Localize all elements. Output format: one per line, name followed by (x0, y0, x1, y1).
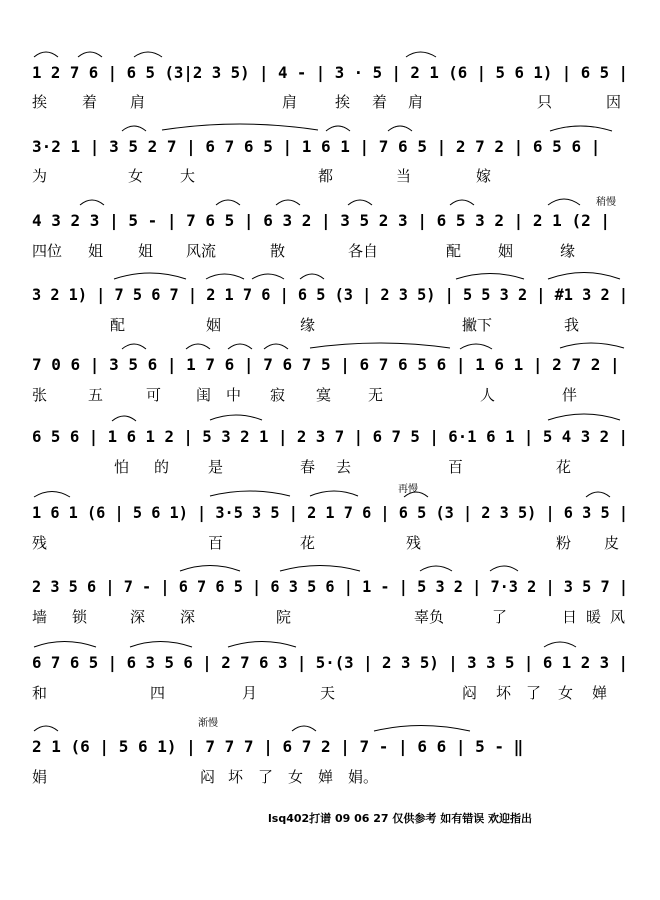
lyric-row-5-9: 人 (480, 386, 496, 404)
lyric-row-8-8: 日 (562, 608, 578, 626)
slur (78, 52, 102, 57)
melody-row-7: 1 6 1 (6 | 5 6 1) | 3·5 3 5 | 2 1 7 6 | 6 5 (3 | 2 3 5) | 6 3 5 | (32, 503, 659, 522)
score-row-6 (32, 414, 639, 476)
lyric-row-7-5: 粉 (556, 534, 572, 552)
lyric-row-10-2: 闷 (200, 768, 216, 786)
lyric-row-9-8: 女 (558, 684, 574, 702)
score-row-7 (32, 482, 659, 552)
lyric-row-9-7: 了 (526, 684, 542, 702)
slur (112, 416, 136, 421)
slur (210, 491, 290, 496)
lyric-row-5-1: 张 (32, 386, 48, 404)
lyric-row-8-4: 深 (180, 608, 196, 626)
lyric-row-9-4: 天 (320, 684, 336, 702)
lyric-row-9-6: 坏 (496, 684, 512, 702)
lyric-row-3-7: 配 (446, 242, 462, 260)
lyric-row-7-3: 花 (300, 534, 316, 552)
slur (300, 274, 324, 279)
melody-row-8: 2 3 5 6 | 7 - | 6 7 6 5 | 6 3 5 6 | 1 - | 5 3 2 | 7·3 2 | 3 5 7 | (32, 577, 659, 596)
slur (134, 52, 162, 57)
slur (114, 273, 186, 279)
footer-credit: lsq402打谱 09 06 27 仅供参考 如有错误 欢迎指出 (268, 812, 533, 825)
slur (586, 492, 610, 497)
lyric-row-2-6: 当 (396, 167, 412, 185)
lyric-row-8-9: 暖 (586, 608, 602, 626)
lyric-row-5-7: 寞 (316, 386, 332, 404)
lyric-row-9-2: 四 (150, 684, 166, 702)
lyric-row-10-5: 女 (288, 768, 304, 786)
slur (310, 343, 450, 348)
lyric-row-7-6: 皮 (604, 534, 620, 552)
slur (374, 726, 470, 732)
lyric-row-7-1: 残 (32, 534, 48, 552)
lyric-row-8-6: 辜负 (414, 608, 445, 626)
lyric-row-8-10: 风 (610, 608, 626, 626)
slur (130, 642, 192, 648)
lyric-row-5-2: 五 (88, 386, 104, 404)
lyric-row-5-5: 中 (226, 386, 242, 404)
slur (406, 52, 436, 57)
lyric-row-3-9: 缘 (560, 242, 576, 260)
lyric-row-7-2: 百 (208, 534, 224, 552)
lyric-row-1-8: 肩 (408, 93, 424, 111)
lyric-row-5-10: 伴 (562, 386, 578, 404)
lyric-row-1-5: 肩 (282, 93, 298, 111)
slur (80, 200, 104, 205)
lyric-row-3-1: 四位 (32, 242, 63, 260)
lyric-row-4-1: 配 (110, 316, 126, 334)
slur (548, 273, 620, 280)
slur (456, 274, 524, 280)
score-row-1 (32, 52, 639, 111)
slur (122, 344, 146, 349)
lyric-row-1-10: 只 (537, 93, 553, 111)
score-row-3 (32, 195, 616, 260)
melody-row-5: 7 0 6 | 3 5 6 | 1 7 6 | 7 6 7 5 | 6 7 6 5 6 | 1 6 1 | 2 7 2 | (32, 355, 620, 374)
melody-row-2: 3·2 1 | 3 5 2 7 | 6 7 6 5 | 1 6 1 | 7 6 5 | 2 7 2 | 6 5 6 | (32, 137, 601, 156)
slur (252, 274, 284, 279)
slur (310, 491, 358, 496)
slur (34, 492, 70, 498)
lyric-row-10-1: 娟 (32, 768, 48, 786)
lyric-row-1-3: 肩 (130, 93, 146, 111)
slur (280, 566, 360, 572)
lyric-row-10-7: 娟。 (348, 768, 379, 786)
slur (326, 126, 350, 131)
lyric-row-7-4: 残 (406, 534, 422, 552)
slur (206, 274, 244, 279)
lyric-row-5-4: 闺 (196, 386, 212, 404)
lyric-row-4-2: 姻 (206, 316, 222, 334)
score-row-9 (32, 642, 639, 703)
slur (228, 642, 296, 648)
lyric-row-1-11: 因 (606, 93, 622, 111)
lyric-row-9-3: 月 (242, 684, 258, 702)
slur (180, 566, 240, 572)
lyric-row-6-4: 春 (300, 458, 316, 476)
score-row-2 (32, 124, 612, 185)
slur (276, 200, 300, 205)
lyric-row-3-2: 姐 (88, 242, 104, 260)
lyric-row-2-7: 嫁 (476, 167, 492, 185)
slur (122, 126, 146, 131)
lyric-row-1-2: 着 (82, 93, 98, 111)
lyric-row-3-4: 风流 (186, 242, 217, 260)
slur (348, 200, 372, 205)
slur (216, 200, 240, 205)
lyric-row-3-6: 各自 (348, 242, 379, 260)
tempo-annotation-row-7: 再慢 (398, 484, 418, 495)
slur (34, 52, 58, 57)
melody-row-6: 6 5 6 | 1 6 1 2 | 5 3 2 1 | 2 3 7 | 6 7 5 | 6·1 6 1 | 5 4 3 2 | (32, 427, 639, 446)
lyric-row-3-8: 姻 (498, 242, 514, 260)
slur (388, 126, 412, 131)
lyric-row-8-5: 院 (276, 608, 292, 626)
lyric-row-6-2: 的 (154, 458, 170, 476)
lyric-row-1-6: 挨 (335, 93, 351, 111)
lyric-row-10-3: 坏 (228, 768, 244, 786)
lyric-row-5-3: 可 (146, 386, 162, 404)
lyric-row-3-3: 姐 (138, 242, 154, 260)
slur (560, 343, 624, 348)
melody-row-3: 4 3 2 3 | 5 - | 7 6 5 | 6 3 2 | 3 5 2 3 | 6 5 3 2 | 2 1 (2 | (32, 211, 610, 230)
lyric-row-6-5: 去 (336, 458, 352, 476)
slur (548, 199, 580, 205)
lyric-row-2-5: 都 (318, 167, 334, 185)
lyric-row-8-1: 墙 (32, 608, 48, 626)
lyric-row-5-8: 无 (368, 386, 384, 404)
slur (460, 344, 492, 349)
slur (162, 124, 318, 130)
slur (264, 344, 288, 349)
lyric-row-4-5: 我 (564, 316, 580, 334)
score-row-5 (32, 343, 624, 404)
lyric-row-8-7: 了 (492, 608, 508, 626)
lyric-row-9-5: 闷 (462, 684, 478, 702)
lyric-row-6-6: 百 (448, 458, 464, 476)
slur (228, 344, 252, 349)
lyric-row-4-3: 缘 (300, 316, 316, 334)
slur (548, 414, 620, 420)
lyric-row-10-4: 了 (258, 768, 274, 786)
slur (292, 726, 316, 731)
lyric-row-2-1: 为 (32, 167, 48, 185)
lyric-row-5-6: 寂 (270, 386, 286, 404)
lyric-row-8-3: 深 (130, 608, 146, 626)
lyric-row-1-1: 挨 (32, 93, 48, 111)
melody-row-9: 6 7 6 5 | 6 3 5 6 | 2 7 6 3 | 5·(3 | 2 3 5) | 3 3 5 | 6 1 2 3 | (32, 653, 639, 672)
score-row-10 (32, 716, 523, 786)
slur (34, 642, 96, 648)
lyric-row-3-5: 散 (270, 242, 286, 260)
lyric-row-2-3: 大 (180, 167, 196, 185)
lyric-row-6-3: 是 (208, 458, 224, 476)
score-row-8 (32, 566, 659, 627)
melody-row-1: 1 2 7 6 | 6 5 (3|2 3 5) | 4 - | 3 · 5 | 2 1 (6 | 5 6 1) | 6 5 | (32, 63, 639, 82)
lyric-row-9-9: 婵 (592, 684, 608, 702)
melody-row-10: 2 1 (6 | 5 6 1) | 7 7 7 | 6 7 2 | 7 - | 6 6 | 5 - ‖ (32, 737, 524, 756)
lyric-row-6-1: 怕 (114, 458, 130, 476)
lyric-row-1-7: 着 (372, 93, 388, 111)
lyric-row-10-6: 婵 (318, 768, 334, 786)
slur (450, 200, 474, 205)
lyric-row-9-1: 和 (32, 684, 48, 702)
slur (420, 566, 452, 571)
lyric-row-8-2: 锁 (72, 608, 88, 626)
slur (490, 566, 518, 571)
slur (210, 415, 262, 420)
slur (186, 344, 210, 349)
tempo-annotation-row-3: 稍慢 (596, 197, 616, 208)
slur (550, 126, 612, 131)
lyric-row-6-7: 花 (556, 458, 572, 476)
tempo-annotation-row-10: 渐慢 (198, 718, 218, 729)
slur (34, 726, 58, 731)
lyric-row-4-4: 撇下 (462, 316, 493, 334)
lyric-row-2-2: 女 (128, 167, 144, 185)
melody-row-4: 3 2 1) | 7 5 6 7 | 2 1 7 6 | 6 5 (3 | 2 3 5) | 5 5 3 2 | #1 3 2 | (32, 285, 659, 304)
score-row-4 (32, 273, 659, 335)
slur (544, 642, 576, 647)
